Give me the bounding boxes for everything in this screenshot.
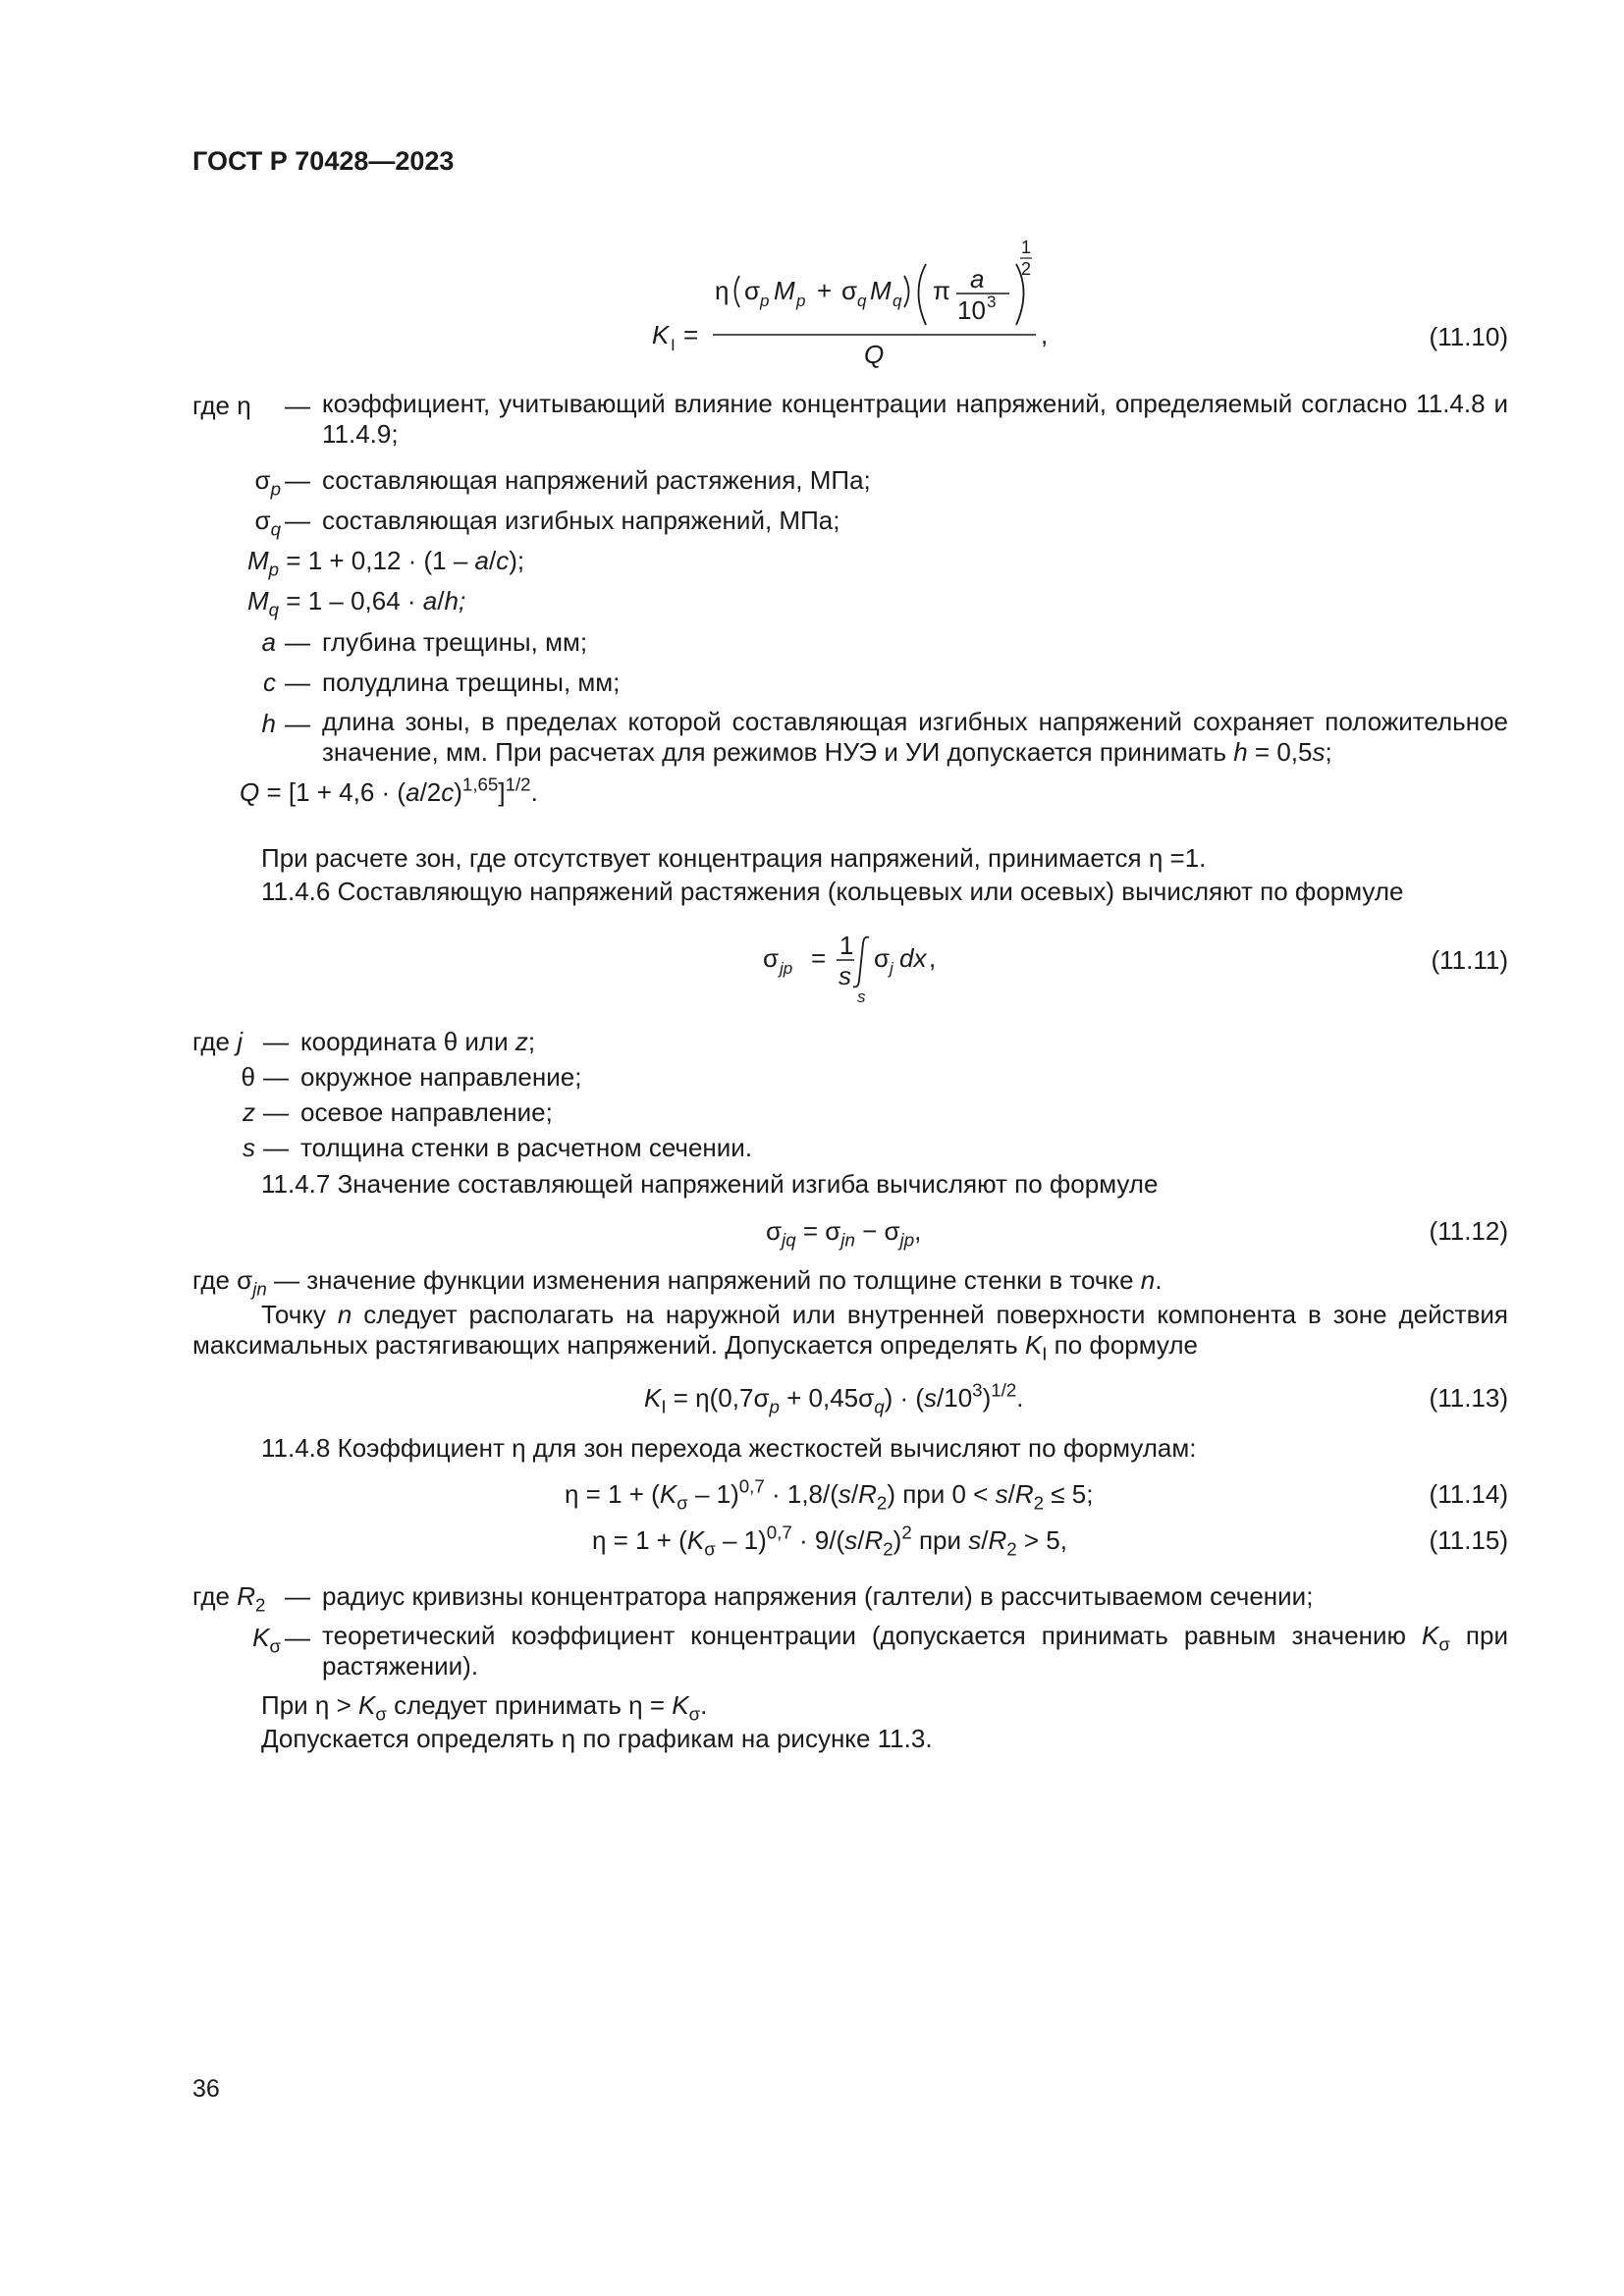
where-2-z-text: осевое направление; [300, 1097, 553, 1127]
where-4-R2-dash: — [285, 1581, 310, 1611]
f1110-a: a [970, 264, 985, 294]
where-2-theta-sym: θ [241, 1062, 255, 1092]
f1110-paren-right-1 [904, 276, 909, 307]
f1111-lhs-sub: jp [780, 959, 793, 978]
document-header: ГОСТ Р 70428—2023 [192, 146, 455, 176]
where-1-c-dash: — [285, 667, 310, 697]
formula-11-12-label: (11.12) [1429, 1216, 1508, 1246]
where-4-Ks-text: теоретический коэффициент концентрации (допускается принимать равным значению $K_\sigma$ при растяжении). [322, 1621, 1508, 1681]
f1110-Mq: M [870, 276, 892, 305]
where-2-z-dash: — [263, 1097, 289, 1127]
where-1-Mp: $M_p = 1 + 0,12 \cdot (1 - a/c)$; [247, 546, 525, 580]
where-1-sigma-q-sym: $\sigma_q$ [254, 506, 281, 540]
where-2-intro: где j [192, 1027, 243, 1056]
where-1-h-dash: — [285, 709, 310, 738]
where-4-Ks-dash: — [285, 1623, 310, 1652]
where-1-eta-sym: η [237, 391, 251, 420]
where-1-eta-text: коэффициент, учитывающий влияние концентрации напряжений, определяемый согласно 11.4.8 и 11.4.9; [322, 389, 1508, 449]
where-2-s-dash: — [263, 1133, 289, 1162]
paragraph-graph-reference: Допускается определять η по графикам на рисунке 11.3. [261, 1724, 933, 1753]
f1110-comma: , [1041, 320, 1049, 349]
f1111-dx: dx [899, 943, 927, 973]
f1110-lhs-sub: I [671, 336, 676, 354]
f1110-Mp: M [774, 276, 795, 305]
where-1-h-text: длина зоны, в пределах которой составляющая изгибных напряжений сохраняет положительное значение, мм. При расчетах для режимов НУЭ и УИ допускается принимать h = 0,5s; [322, 707, 1508, 767]
where-1-a-dash: — [285, 627, 310, 657]
where-1-Q: $Q = [1 + 4,6 \cdot (a/2c)^{1,65}]^{1/2}$. [240, 774, 538, 807]
where-2-theta-text: окружное направление; [300, 1062, 582, 1092]
paragraph-eta-vs-K: При $\eta > K_\sigma$ следует принимать $\eta = K_\sigma$. [261, 1690, 708, 1725]
f1110-three: 3 [987, 293, 997, 311]
formula-11-14-body: $\eta = 1 + (K_\sigma - 1)^{0,7} \cdot 1,8/(s/R_2)$ при $0 < s/R_2 \le 5$; [565, 1475, 1094, 1514]
where-1-intro [192, 393, 251, 418]
f1110-eq: = [683, 320, 699, 349]
f1110-plus: + [817, 276, 833, 305]
paragraph-point-n: Точку n следует располагать на наружной или внутренней поверхности компонента в зоне действия максимальных растягивающих напряжений. Допускается определять $K_I$ по формуле [192, 1300, 1508, 1364]
where-1-a-text: глубина трещины, мм; [322, 627, 588, 657]
formula-11-13-label: (11.13) [1429, 1383, 1508, 1413]
where-3: где $\sigma_{jn}$ — значение функции изменения напряжений по толщине стенки в точке n. [192, 1265, 1163, 1300]
formula-11-15-body: $\eta = 1 + (K_\sigma - 1)^{0,7} \cdot 9/(s/R_2)^2$ при $s/R_2 > 5$, [592, 1522, 1067, 1560]
formula-11-11-svg [756, 918, 952, 1006]
where-2-j-text: координата θ или z; [300, 1027, 536, 1056]
where-1-sigma-p-sym: $\sigma_p$ [254, 465, 281, 500]
f1111-num: 1 [839, 931, 854, 960]
f1111-comma: , [929, 943, 937, 973]
where-2-theta-dash: — [263, 1062, 289, 1092]
formula-11-14-label: (11.14) [1429, 1479, 1508, 1509]
f1110-ten: 10 [957, 295, 986, 325]
formula-11-11-label: (11.11) [1431, 945, 1508, 975]
where-1-a-sym: a [261, 627, 276, 657]
f1110-Mp-sub: p [796, 292, 806, 310]
page-number: 36 [192, 2075, 220, 2103]
paragraph-11-4-6: 11.4.6 Составляющую напряжений растяжения (кольцевых или осевых) вычисляют по формуле [261, 877, 1404, 906]
f1110-sigma-p-sub: p [760, 292, 770, 310]
where-1-sigma-q-dash: — [285, 506, 310, 535]
where-4-Ks-sym: $K_\sigma$ [252, 1623, 281, 1657]
f1110-lhs: K [652, 320, 670, 349]
formula-11-10-svg [638, 231, 1070, 378]
where-1-sigma-p-dash: — [285, 465, 310, 495]
formula-11-13-body: $K_I = \eta(0,7\sigma_p + 0,45\sigma_q) \cdot (s/10^3)^{1/2}$. [644, 1379, 1024, 1417]
f1111-den: s [839, 961, 851, 990]
where-1-eta-dash: — [285, 391, 310, 420]
where-4-intro: где $R_2$ [192, 1581, 266, 1616]
f1111-eq: = [811, 943, 827, 973]
where-2-j-dash: — [263, 1027, 289, 1056]
f1111-body: σ [874, 943, 891, 973]
f1110-paren-left-1 [735, 276, 740, 307]
formula-11-12-body: $\sigma_{jq} = \sigma_{jn} - \sigma_{jp}$, [766, 1216, 922, 1251]
paragraph-eta-no-concentration: При расчете зон, где отсутствует концентрация напряжений, принимается η =1. [261, 843, 1207, 873]
where-1-c-sym: c [263, 667, 276, 697]
f1111-int-sub: s [857, 988, 866, 1006]
formula-11-10-label: (11.10) [1429, 322, 1508, 351]
f1110-half-num: 1 [1021, 238, 1032, 257]
f1111-lhs: σ [763, 943, 780, 973]
f1110-Q: Q [864, 340, 885, 369]
f1110-paren-left-2 [919, 264, 927, 325]
where-1-intro-word: где [192, 391, 230, 420]
where-4-R2-text: радиус кривизны концентратора напряжения (галтели) в рассчитываемом сечении; [322, 1581, 1314, 1611]
f1110-pi: π [933, 276, 950, 305]
where-1-Mq: $M_q = 1 - 0,64 \cdot a/h$; [247, 586, 466, 620]
where-1-sigma-p-text: составляющая напряжений растяжения, МПа; [322, 465, 871, 495]
f1110-Mq-sub: q [893, 292, 902, 310]
f1110-sigma-q-sub: q [857, 292, 867, 310]
where-1-sigma-q-text: составляющая изгибных напряжений, МПа; [322, 506, 840, 535]
paragraph-11-4-7: 11.4.7 Значение составляющей напряжений изгиба вычисляют по формуле [261, 1169, 1159, 1199]
paragraph-11-4-8: 11.4.8 Коэффициент η для зон перехода жесткостей вычисляют по формулам: [261, 1433, 1197, 1463]
where-1-c-text: полудлина трещины, мм; [322, 667, 621, 697]
f1111-body-sub: j [890, 959, 893, 978]
where-2-z-sym: z [243, 1097, 255, 1127]
f1110-half-den: 2 [1021, 259, 1032, 279]
f1110-sigma-q: σ [841, 276, 858, 305]
f1110-eta: η [715, 276, 730, 305]
where-2-s-sym: s [243, 1133, 255, 1162]
f1110-sigma-p: σ [744, 276, 761, 305]
where-1-h-sym: h [261, 709, 276, 738]
where-2-s-text: толщина стенки в расчетном сечении. [300, 1133, 753, 1162]
f1111-integral-sign [853, 937, 869, 988]
formula-11-15-label: (11.15) [1429, 1525, 1508, 1555]
